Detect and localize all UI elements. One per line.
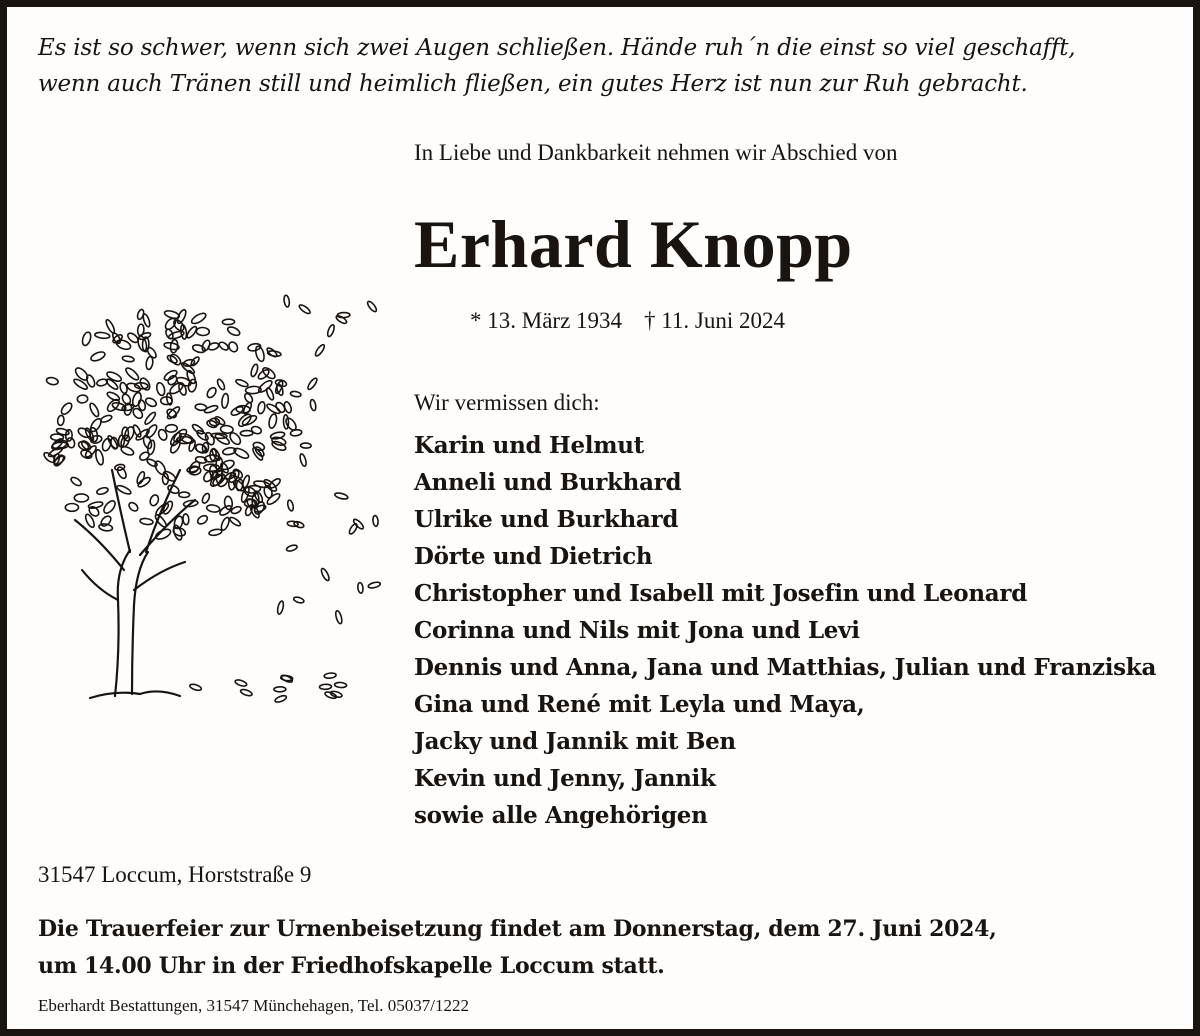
deceased-name: Erhard Knopp xyxy=(414,206,853,282)
leaf-mark xyxy=(266,492,282,506)
leaf-mark xyxy=(226,325,241,337)
leaf-mark xyxy=(366,300,378,313)
leaf-mark xyxy=(266,347,278,359)
leaf-mark xyxy=(326,324,335,337)
leaf-mark xyxy=(90,350,106,362)
funeral-home-info: Eberhardt Bestattungen, 31547 Münchehagen, Tel. 05037/1222 xyxy=(38,996,469,1015)
list-item: Karin und Helmut xyxy=(414,432,644,459)
list-item: Gina und René mit Leyla und Maya, xyxy=(414,691,865,718)
leaf-mark xyxy=(153,459,167,476)
leaf-mark xyxy=(286,544,298,552)
leaf-mark xyxy=(119,382,128,394)
leaf-mark xyxy=(102,499,117,515)
mourners-heading: Wir vermissen dich: xyxy=(414,390,600,415)
leaf-mark xyxy=(196,514,209,526)
leaf-mark xyxy=(324,672,336,678)
list-item: Ulrike und Burkhard xyxy=(414,506,679,533)
leaf-mark xyxy=(192,344,206,354)
leaf-mark xyxy=(176,309,188,325)
leaf-mark xyxy=(196,327,209,336)
leaf-mark xyxy=(218,504,233,517)
leaf-mark xyxy=(257,401,266,414)
leaf-mark xyxy=(149,494,160,507)
leaf-mark xyxy=(250,363,259,377)
leaf-mark xyxy=(57,415,65,426)
leaf-mark xyxy=(59,401,73,416)
leaf-mark xyxy=(240,688,253,697)
leaf-mark xyxy=(218,341,230,352)
leaf-mark xyxy=(70,476,83,487)
leaf-mark xyxy=(143,411,156,426)
birth-date: * 13. März 1934 xyxy=(470,308,623,333)
leaf-mark xyxy=(253,480,270,488)
leaf-mark xyxy=(335,610,343,624)
leaf-mark xyxy=(372,515,378,526)
poem-line-2: wenn auch Tränen still und heimlich fließen, ein gutes Herz ist nun zur Ruh gebracht. xyxy=(38,71,1028,97)
leaf-mark xyxy=(222,319,234,325)
leaf-mark xyxy=(271,440,287,452)
leaf-mark xyxy=(330,690,343,698)
leaf-mark xyxy=(127,501,139,513)
leaf-mark xyxy=(368,581,381,589)
leaf-mark xyxy=(229,516,242,527)
leaf-mark xyxy=(88,501,103,510)
leaf-mark xyxy=(220,425,233,434)
leaf-mark xyxy=(137,324,144,336)
leaf-mark xyxy=(106,435,118,450)
leaf-mark xyxy=(101,438,112,452)
mourners-list xyxy=(414,427,1156,834)
windblown-tree-icon xyxy=(20,270,400,710)
leaf-mark xyxy=(65,504,78,512)
leaf-mark xyxy=(106,370,123,383)
list-item: Dörte und Dietrich xyxy=(414,543,653,570)
leaf-mark xyxy=(268,413,278,429)
leaf-mark xyxy=(155,382,166,396)
leaf-mark xyxy=(77,395,88,404)
leaf-mark xyxy=(240,430,253,436)
leaf-mark xyxy=(287,500,295,512)
leaf-mark xyxy=(186,465,198,473)
leaf-mark xyxy=(348,523,359,535)
leaf-mark xyxy=(94,449,104,466)
ceremony-line-2: um 14.00 Uhr in der Friedhofskapelle Loccum statt. xyxy=(38,953,665,979)
leaf-mark xyxy=(124,366,140,381)
leaf-mark xyxy=(234,679,247,687)
leaf-mark xyxy=(299,453,307,467)
leaf-mark xyxy=(170,339,179,353)
leaf-mark xyxy=(242,485,257,498)
leaf-mark xyxy=(334,492,348,500)
list-item: Jacky und Jannik mit Ben xyxy=(414,728,736,755)
leaf-mark xyxy=(146,458,158,468)
leaf-mark xyxy=(144,423,158,439)
leaf-mark xyxy=(290,391,301,398)
leaf-mark xyxy=(190,311,207,325)
list-item: sowie alle Angehörigen xyxy=(414,802,708,829)
leaf-mark xyxy=(227,340,239,353)
ceremony-notice xyxy=(38,911,996,985)
leaf-mark xyxy=(131,391,142,407)
leaf-mark xyxy=(88,402,100,418)
leaf-mark xyxy=(320,567,331,581)
leaf-mark xyxy=(300,443,311,448)
leaf-mark xyxy=(74,494,88,502)
farewell-intro: In Liebe und Dankbarkeit nehmen wir Abschied von xyxy=(414,140,898,165)
leaf-mark xyxy=(95,332,111,339)
list-item: Kevin und Jenny, Jannik xyxy=(414,765,716,792)
leaf-mark xyxy=(144,397,157,409)
family-address: 31547 Loccum, Horststraße 9 xyxy=(38,862,312,887)
leaf-mark xyxy=(116,484,132,496)
leaf-mark xyxy=(319,684,331,690)
leaf-mark xyxy=(81,331,92,346)
leaf-mark xyxy=(100,414,113,423)
leaf-mark xyxy=(293,596,305,604)
list-item: Corinna und Nils mit Jona und Levi xyxy=(414,617,860,644)
leaf-mark xyxy=(205,386,217,399)
leaf-mark xyxy=(265,387,275,401)
leaf-mark xyxy=(298,303,311,315)
leaf-mark xyxy=(112,333,124,344)
leaf-mark xyxy=(115,338,132,351)
leaf-mark xyxy=(116,466,128,480)
leaf-mark xyxy=(105,319,116,334)
poem xyxy=(38,30,1075,102)
leaf-mark xyxy=(293,521,304,529)
leaf-mark xyxy=(217,477,229,488)
leaf-mark xyxy=(357,582,363,593)
list-item: Christopher und Isabell mit Josefin und Leonard xyxy=(414,580,1027,607)
leaf-mark xyxy=(106,391,121,402)
poem-line-1: Es ist so schwer, wenn sich zwei Augen schließen. Hände ruh´n die einst so viel geschafft, xyxy=(38,35,1076,61)
leaf-mark xyxy=(140,518,154,526)
leaf-mark xyxy=(77,426,92,439)
leaf-mark xyxy=(169,431,183,447)
leaf-mark xyxy=(208,528,222,536)
leaf-mark xyxy=(122,355,135,362)
leaf-mark xyxy=(314,343,326,357)
leaf-mark xyxy=(183,514,190,525)
leaf-mark xyxy=(235,378,249,388)
leaf-mark xyxy=(46,377,59,386)
ceremony-line-1: Die Trauerfeier zur Urnenbeisetzung findet am Donnerstag, dem 27. Juni 2024, xyxy=(38,916,997,942)
leaf-mark xyxy=(247,343,261,352)
leaf-mark xyxy=(216,378,226,391)
leaf-mark xyxy=(352,518,365,530)
leaf-mark xyxy=(306,377,318,391)
leaf-mark xyxy=(221,393,229,408)
leaf-mark xyxy=(169,353,183,367)
leaf-mark xyxy=(120,445,135,457)
leaf-mark xyxy=(283,295,290,307)
leaf-mark xyxy=(309,399,316,411)
leaf-mark xyxy=(334,682,346,688)
leaf-mark xyxy=(206,504,220,513)
death-date: † 11. Juni 2024 xyxy=(644,308,786,333)
leaf-mark xyxy=(280,674,293,684)
leaf-mark xyxy=(266,403,282,416)
leaf-mark xyxy=(179,492,190,497)
leaf-mark xyxy=(189,683,202,691)
leaf-mark xyxy=(96,487,109,496)
leaf-mark xyxy=(274,694,287,703)
leaf-mark xyxy=(165,424,177,432)
leaf-mark xyxy=(274,687,286,692)
leaf-mark xyxy=(277,601,285,615)
life-dates xyxy=(470,308,807,334)
list-item: Anneli und Burkhard xyxy=(414,469,682,496)
leaf-mark xyxy=(201,492,211,504)
list-item: Dennis und Anna, Jana und Matthias, Julian und Franziska xyxy=(414,654,1157,681)
